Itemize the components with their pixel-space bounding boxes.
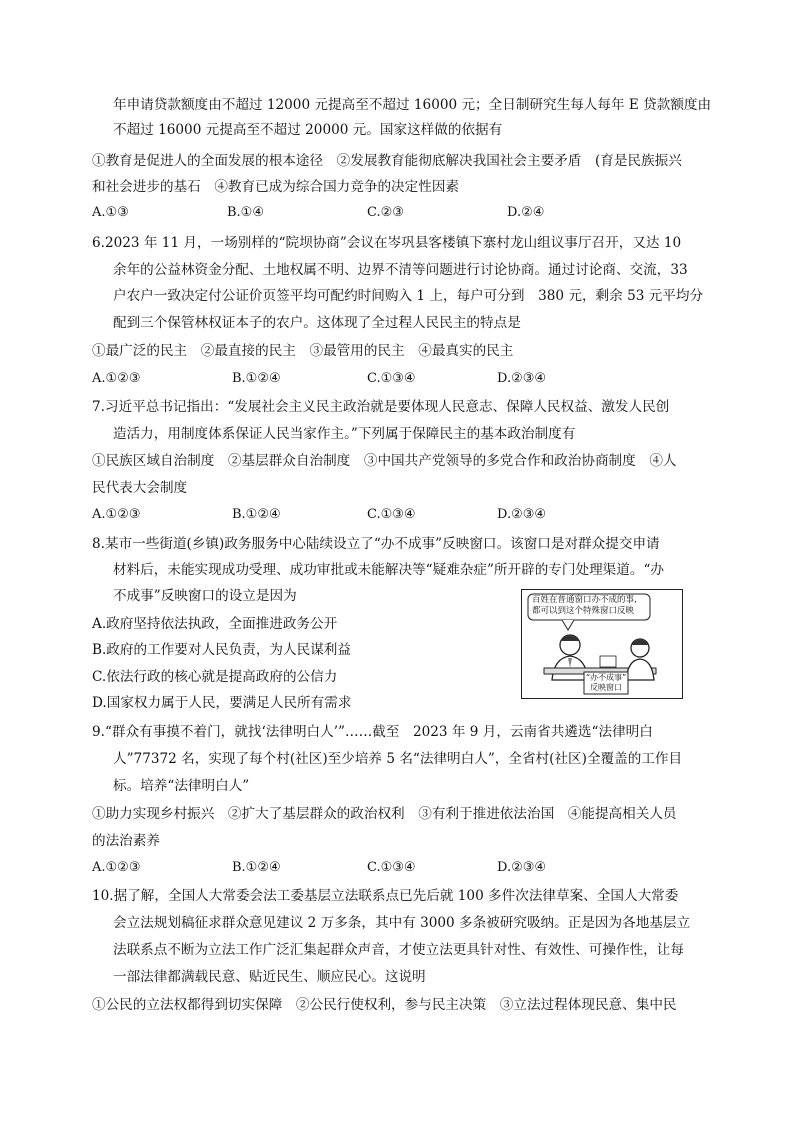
q9-statements-line1: ①助力实现乡村振兴 ②扩大了基层群众的政治权利 ③有利于推进依法治国 ④能提高相关人员 [92,806,677,822]
q6-option-d: D.②③④ [497,371,547,386]
q9-stem-line1: 9.“群众有事摸不着门，就找‘法律明白人’”……截至 2023 年 9 月，云南省共遴选“法律明白 [92,724,653,740]
cartoon-bubble-text-1: 百姓在普通窗口办不成的事, [532,595,637,605]
q5-stem-line1: 年申请贷款额度由不超过 12000 元提高至不超过 16000 元；全日制研究生每人每年 E 贷款额度由 [113,97,712,113]
q9-option-c: C.①③④ [367,860,416,875]
q9-option-b: B.①②④ [232,860,281,875]
q5-statements-line1: ①教育是促进人的全面发展的根本途径 ②发展教育能彻底解决我国社会主要矛盾 (育是民族振兴 [92,153,682,169]
q7-option-c: C.①③④ [367,507,416,522]
q5-option-b: B.①④ [227,205,264,220]
q6-stem-line1: 6.2023 年 11 月，一场别样的“院坝协商”会议在岑巩县客楼镇下寨村龙山组议事厅召开，又达 10 [92,235,682,251]
q6-stem-line4: 配到三个保管林权证本子的农户。这体现了全过程人民民主的特点是 [113,315,521,331]
q5-stem-line2: 不超过 16000 元提高至不超过 20000 元。国家这样做的依据有 [113,122,503,138]
q9-stem-line2: 人”77372 名，实现了每个村(社区)至少培养 5 名“法律明白人”，全省村(社区)全覆盖的工作目 [113,751,683,767]
q10-stem-line2: 会立法规划稿征求群众意见建议 2 万多条，其中有 3000 多条被研究吸纳。正是因为各地基层立 [113,915,691,931]
q6-option-c: C.①③④ [367,371,416,386]
q7-option-a: A.①②③ [92,507,141,522]
q7-stem-line1: 7.习近平总书记指出：“发展社会主义民主政治就是要体现人民意志、保障人民权益、激发人民创 [92,399,670,415]
cartoon-bubble-text-2: 都可以到这个特殊窗口反映 [532,606,635,616]
q10-stem-line1: 10.据了解，全国人大常委会法工委基层立法联系点已先后就 100 多件次法律草案、全国人大常委 [92,888,679,904]
q8-cartoon [521,589,683,699]
q9-statements-line2: 的法治素养 [92,833,160,849]
cartoon-sign-text-2: 反映窗口 [590,683,622,692]
q8-option-b: B.政府的工作要对人民负责，为人民谋利益 [92,642,351,658]
q8-option-c: C.依法行政的核心就是提高政府的公信力 [92,669,338,685]
q8-option-a: A.政府坚持依法执政，全面推进政务公开 [92,616,338,632]
q6-stem-line2: 余年的公益林资金分配、土地权属不明、边界不清等问题进行讨论协商。通过讨论商、交流，33 [113,262,688,278]
q10-stem-line4: 一部法律都满载民意、贴近民生、顺应民心。这说明 [113,969,426,985]
q9-stem-line3: 标。培养“法律明白人” [113,778,250,794]
q7-stem-line2: 造活力，用制度体系保证人民当家作主。”下列属于保障民主的基本政治制度有 [113,426,576,442]
q5-option-c: C.②③ [367,205,404,220]
q9-option-a: A.①②③ [92,860,141,875]
q6-statements: ①最广泛的民主 ②最直接的民主 ③最管用的民主 ④最真实的民主 [92,343,514,359]
q6-option-b: B.①②④ [232,371,281,386]
q5-option-a: A.①③ [92,205,129,220]
q8-stem-line3: 不成事”反映窗口的设立是因为 [113,588,297,604]
q5-option-d: D.②④ [507,205,545,220]
q6-stem-line3: 户农户一致决定付公证价页签平均可配约时间购入 1 上，每户可分到 380 元，剩余 53 元平均分 [113,288,704,304]
q7-statements-line1: ①民族区域自治制度 ②基层群众自治制度 ③中国共产党领导的多党合作和政治协商制度 ④人 [92,453,677,469]
q8-option-d: D.国家权力属于人民，要满足人民所有需求 [92,695,352,711]
cartoon-sign-text-1: “办不成事” [586,673,627,682]
q8-stem-line2: 材料后，未能实现成功受理、成功审批或未能解决等“疑难杂症”所开辟的专门处理渠道。“办 [113,562,665,578]
q7-statements-line2: 民代表大会制度 [92,480,188,496]
q5-statements-line2: 和社会进步的基石 ④教育已成为综合国力竞争的决定性因素 [92,179,460,195]
q8-stem-line1: 8.某市一些街道(乡镇)政务服务中心陆续设立了“办不成事”反映窗口。该窗口是对群众提交申请 [92,536,660,552]
q7-option-d: D.②③④ [497,507,547,522]
q6-option-a: A.①②③ [92,371,141,386]
q9-option-d: D.②③④ [497,860,547,875]
q7-option-b: B.①②④ [232,507,281,522]
q10-statements-line1: ①公民的立法权都得到切实保障 ②公民行使权利，参与民主决策 ③立法过程体现民意、集中民 [92,997,677,1013]
q10-stem-line3: 法联系点不断为立法工作广泛汇集起群众声音，才使立法更具针对性、有效性、可操作性，让每 [113,942,684,958]
